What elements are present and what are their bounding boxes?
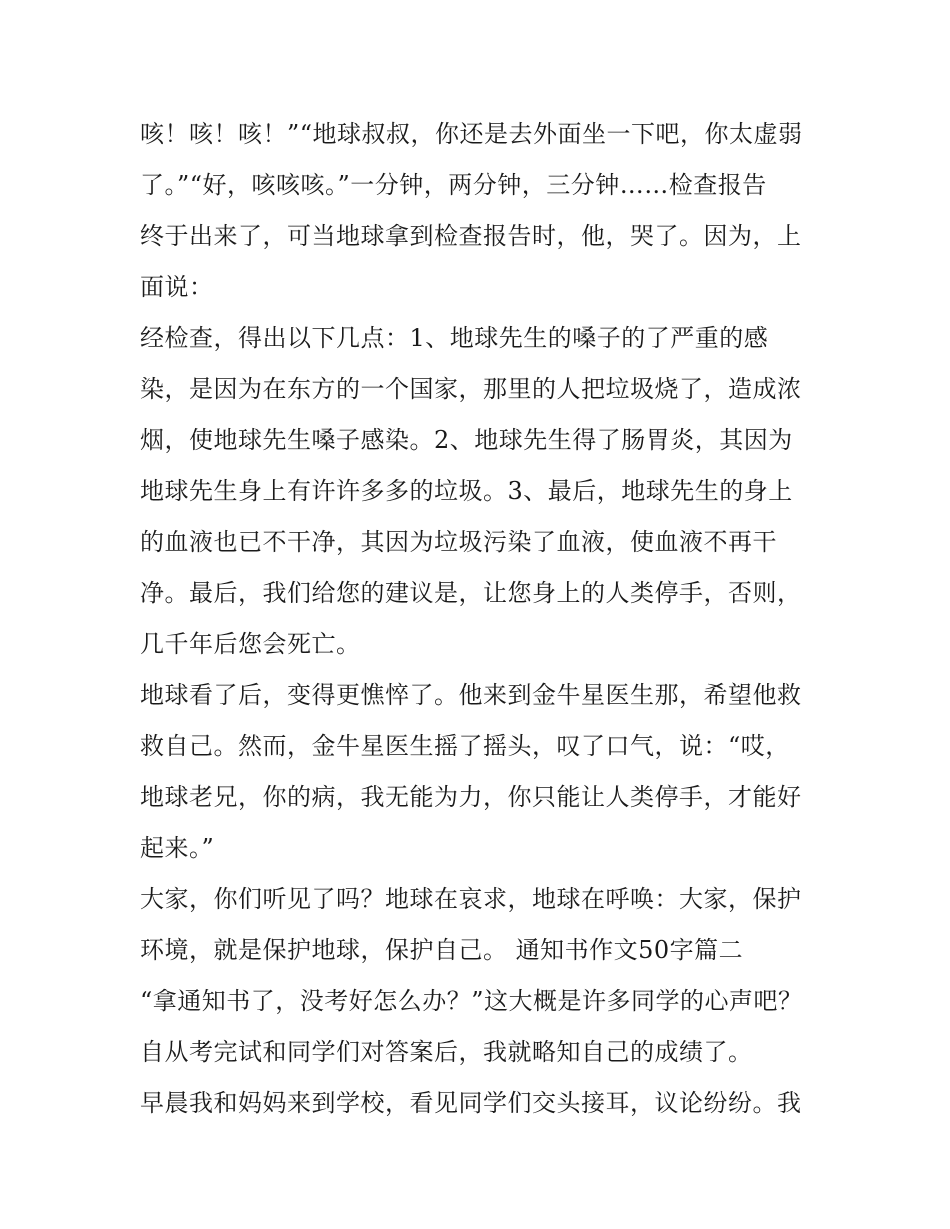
text-line: 早晨我和妈妈来到学校，看见同学们交头接耳，议论纷纷。我 <box>140 1089 802 1117</box>
text-line: 地球看了后，变得更憔悴了。他来到金牛星医生那，希望他救 <box>140 681 802 709</box>
text-line: 面说： <box>140 273 214 301</box>
text-line: 地球先生身上有许许多多的垃圾。3、最后，地球先生的身上 <box>140 477 793 505</box>
text-line: 咳！咳！咳！”“地球叔叔，你还是去外面坐一下吧，你太虚弱 <box>140 120 803 148</box>
text-line: 的血液也已不干净，其因为垃圾污染了血液，使血液不再干 <box>140 528 777 556</box>
text-line: 地球老兄，你的病，我无能为力，你只能让人类停手，才能好 <box>140 783 802 811</box>
text-line: “拿通知书了，没考好怎么办？”这大概是许多同学的心声吧？ <box>140 987 803 1015</box>
text-line: 救自己。然而，金牛星医生摇了摇头，叹了口气，说：“哎， <box>140 732 790 760</box>
text-line: 几千年后您会死亡。 <box>140 630 361 658</box>
body-text <box>140 109 820 1129</box>
text-line: 环境，就是保护地球，保护自己。 通知书作文50字篇二 <box>140 936 744 964</box>
text-line: 终于出来了，可当地球拿到检查报告时，他，哭了。因为，上 <box>140 222 802 250</box>
text-line: 净。最后，我们给您的建议是，让您身上的人类停手，否则， <box>140 579 802 607</box>
text-line: 大家，你们听见了吗？地球在哀求，地球在呼唤：大家，保护 <box>140 885 802 913</box>
text-line: 染，是因为在东方的一个国家，那里的人把垃圾烧了，造成浓 <box>140 375 802 403</box>
text-line: 经检查，得出以下几点：1、地球先生的嗓子的了严重的感 <box>140 324 769 352</box>
text-line: 烟，使地球先生嗓子感染。2、地球先生得了肠胃炎，其因为 <box>140 426 793 454</box>
text-line: 了。”“好，咳咳咳。”一分钟，两分钟，三分钟……检查报告 <box>140 171 767 199</box>
text-line: 自从考完试和同学们对答案后，我就略知自己的成绩了。 <box>140 1038 753 1066</box>
text-line: 起来。” <box>140 834 215 862</box>
